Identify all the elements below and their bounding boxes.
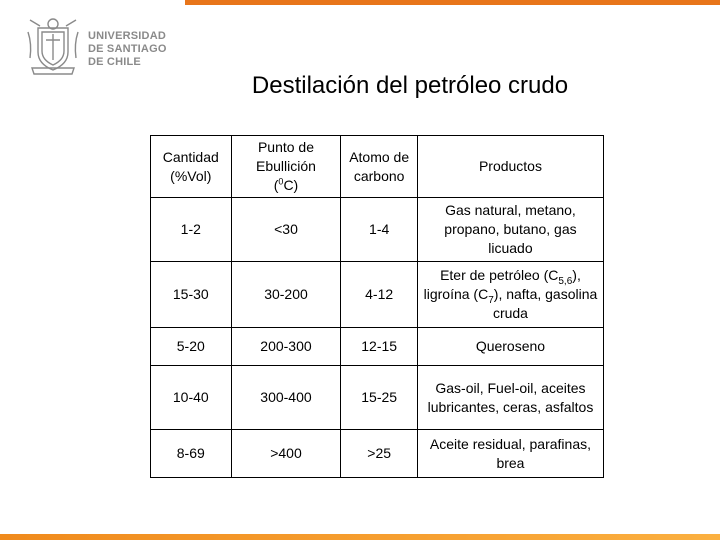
cell-atomo: >25 — [341, 430, 418, 478]
cell-punto: 200-300 — [231, 328, 341, 366]
header-atomo-carbono: Atomo de carbono — [341, 136, 418, 198]
table-row — [151, 430, 604, 478]
cell-atomo: 1-4 — [341, 198, 418, 262]
table-row — [151, 366, 604, 430]
distillation-table — [150, 135, 604, 478]
cell-cantidad: 15-30 — [151, 262, 232, 328]
cell-productos: Gas natural, metano, propano, butano, gas licuado — [417, 198, 603, 262]
cell-productos: Gas-oil, Fuel-oil, aceites lubricantes, ceras, asfaltos — [417, 366, 603, 430]
university-logo — [22, 14, 182, 78]
cell-productos: Queroseno — [417, 328, 603, 366]
cell-atomo: 15-25 — [341, 366, 418, 430]
table-header-row — [151, 136, 604, 198]
cell-punto: 300-400 — [231, 366, 341, 430]
header-punto-ebullicion: Punto de Ebullición ($^0$C) — [231, 136, 341, 198]
cell-cantidad: 8-69 — [151, 430, 232, 478]
header-productos: Productos — [417, 136, 603, 198]
university-crest-icon — [22, 14, 84, 78]
table-row — [151, 262, 604, 328]
cell-productos: Aceite residual, parafinas, brea — [417, 430, 603, 478]
cell-productos: Eter de petróleo $(C_{5,6})$, ligroína $(C_7)$, nafta, gasolina cruda — [417, 262, 603, 328]
cell-punto: >400 — [231, 430, 341, 478]
cell-punto: 30-200 — [231, 262, 341, 328]
table-row — [151, 198, 604, 262]
cell-cantidad: 10-40 — [151, 366, 232, 430]
cell-cantidad: 5-20 — [151, 328, 232, 366]
cell-atomo: 4-12 — [341, 262, 418, 328]
bottom-accent-bar — [0, 534, 720, 540]
university-name: UNIVERSIDAD DE SANTIAGO DE CHILE — [88, 30, 167, 68]
cell-atomo: 12-15 — [341, 328, 418, 366]
header-cantidad: Cantidad (%Vol) — [151, 136, 232, 198]
cell-punto: <30 — [231, 198, 341, 262]
top-accent-bar — [185, 0, 720, 5]
slide-title: Destilación del petróleo crudo — [251, 72, 569, 99]
cell-cantidad: 1-2 — [151, 198, 232, 262]
table-row — [151, 328, 604, 366]
